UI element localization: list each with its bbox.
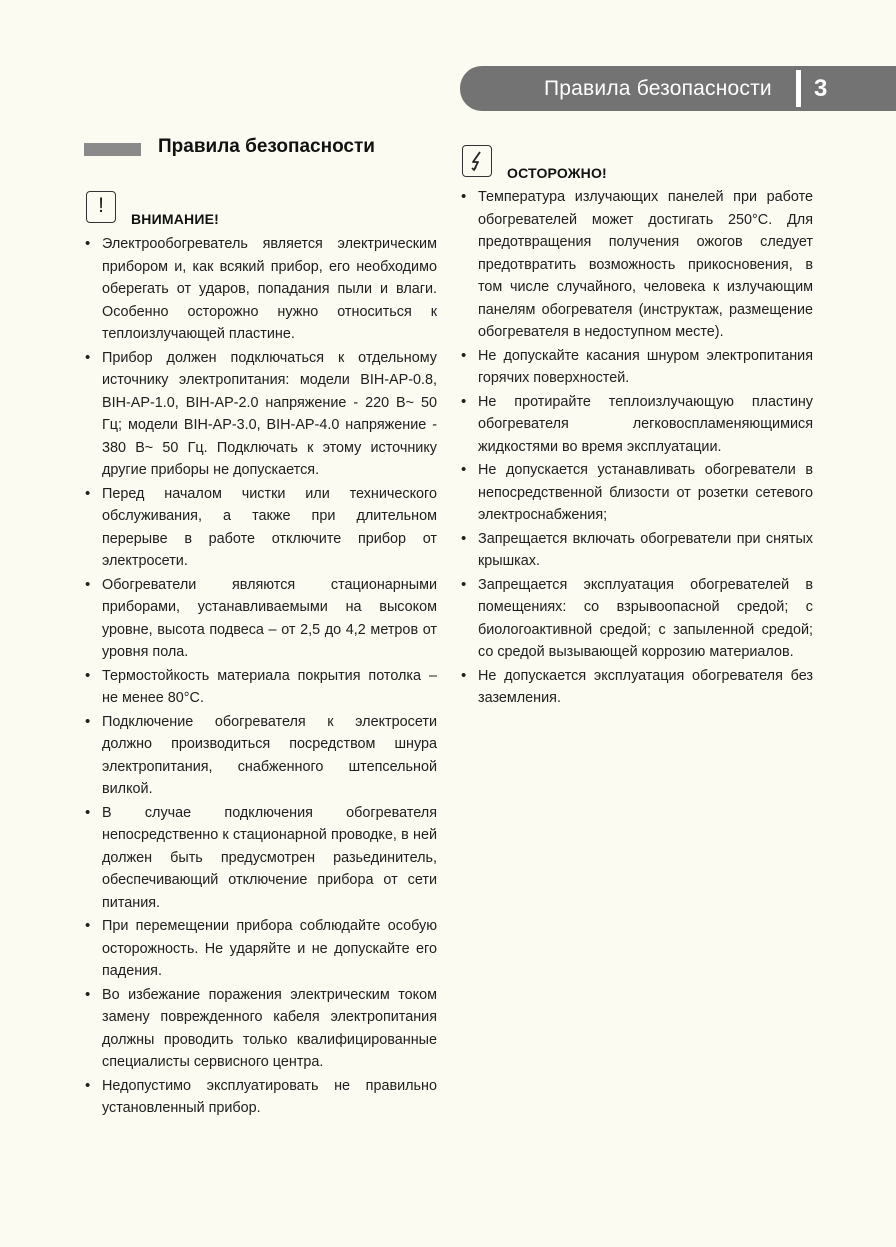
exclamation-icon: ! (86, 191, 116, 223)
list-item: • Подключение обогревателя к электросети должно производиться посредством шнура электропитания, снабженного штепсельной вилкой. (85, 711, 437, 801)
list-item: • Термостойкость материала покрытия потолка – не менее 80°С. (85, 665, 437, 710)
list-item: • Обогреватели являются стационарными приборами, устанавливаемыми на высоком уровне, высота подвеса – от 2,5 до 4,2 метров от уровня пола. (85, 574, 437, 664)
header-title: Правила безопасности (544, 77, 772, 100)
list-item: • Температура излучающих панелей при работе обогревателей может достигать 250°С. Для предотвращения получения ожогов следует предотвратить возможность прикосновения, в том числе случайного, человека к излучающим панелям обогревателя (инструктаж, размещение обогревателя в недоступном месте). (461, 186, 813, 344)
section-marker-bar (84, 143, 141, 156)
header-divider (796, 70, 801, 107)
list-item: • Запрещается включать обогреватели при снятых крышках. (461, 528, 813, 573)
attention-list (85, 233, 437, 1121)
page-number: 3 (814, 75, 828, 102)
list-item: • Не допускайте касания шнуром электропитания горячих поверхностей. (461, 345, 813, 390)
list-item: • В случае подключения обогревателя непосредственно к стационарной проводке, в ней должен быть предусмотрен разьединитель, обеспечивающий отключение прибора от сети питания. (85, 802, 437, 915)
page-header-tab (460, 66, 896, 111)
caution-heading: ОСТОРОЖНО! (507, 165, 607, 181)
list-item: • Не допускается эксплуатация обогревателя без заземления. (461, 665, 813, 710)
list-item: • Недопустимо эксплуатировать не правильно установленный прибор. (85, 1075, 437, 1120)
attention-heading: ВНИМАНИЕ! (131, 211, 220, 227)
list-item: • Перед началом чистки или технического обслуживания, а также при длительном перерыве в работе отключите прибор от электросети. (85, 483, 437, 573)
list-item: • Не допускается устанавливать обогреватели в непосредственной близости от розетки сетевого электроснабжения; (461, 459, 813, 527)
list-item: • Прибор должен подключаться к отдельному источнику электропитания: модели BIH-AP-0.8, BIH-AP-1.0, BIH-AP-2.0 напряжение - 220 В~ 50 Гц; модели BIH-AP-3.0, BIH-AP-4.0 напряжение - 380 В~ 50 Гц. Подключать к этому источнику другие приборы не допускается. (85, 347, 437, 482)
section-title: Правила безопасности (158, 136, 375, 157)
caution-list (461, 186, 813, 711)
list-item: • Во избежание поражения электрическим током замену поврежденного кабеля электропитания должны проводить только квалифицированные специалисты сервисного центра. (85, 984, 437, 1074)
lightning-icon (462, 145, 492, 177)
list-item: • Не протирайте теплоизлучающую пластину обогревателя легковоспламеняющимися жидкостями во время эксплуатации. (461, 391, 813, 459)
list-item: • Запрещается эксплуатация обогревателей в помещениях: со взрывоопасной средой; с биологоактивной средой; с запыленной средой; со средой вызывающей коррозию материалов. (461, 574, 813, 664)
list-item: • Электрообогреватель является электрическим прибором и, как всякий прибор, его необходимо оберегать от ударов, попадания пыли и влаги. Особенно осторожно нужно относиться к теплоизлучающей пластине. (85, 233, 437, 346)
list-item: • При перемещении прибора соблюдайте особую осторожность. Не ударяйте и не допускайте его падения. (85, 915, 437, 983)
